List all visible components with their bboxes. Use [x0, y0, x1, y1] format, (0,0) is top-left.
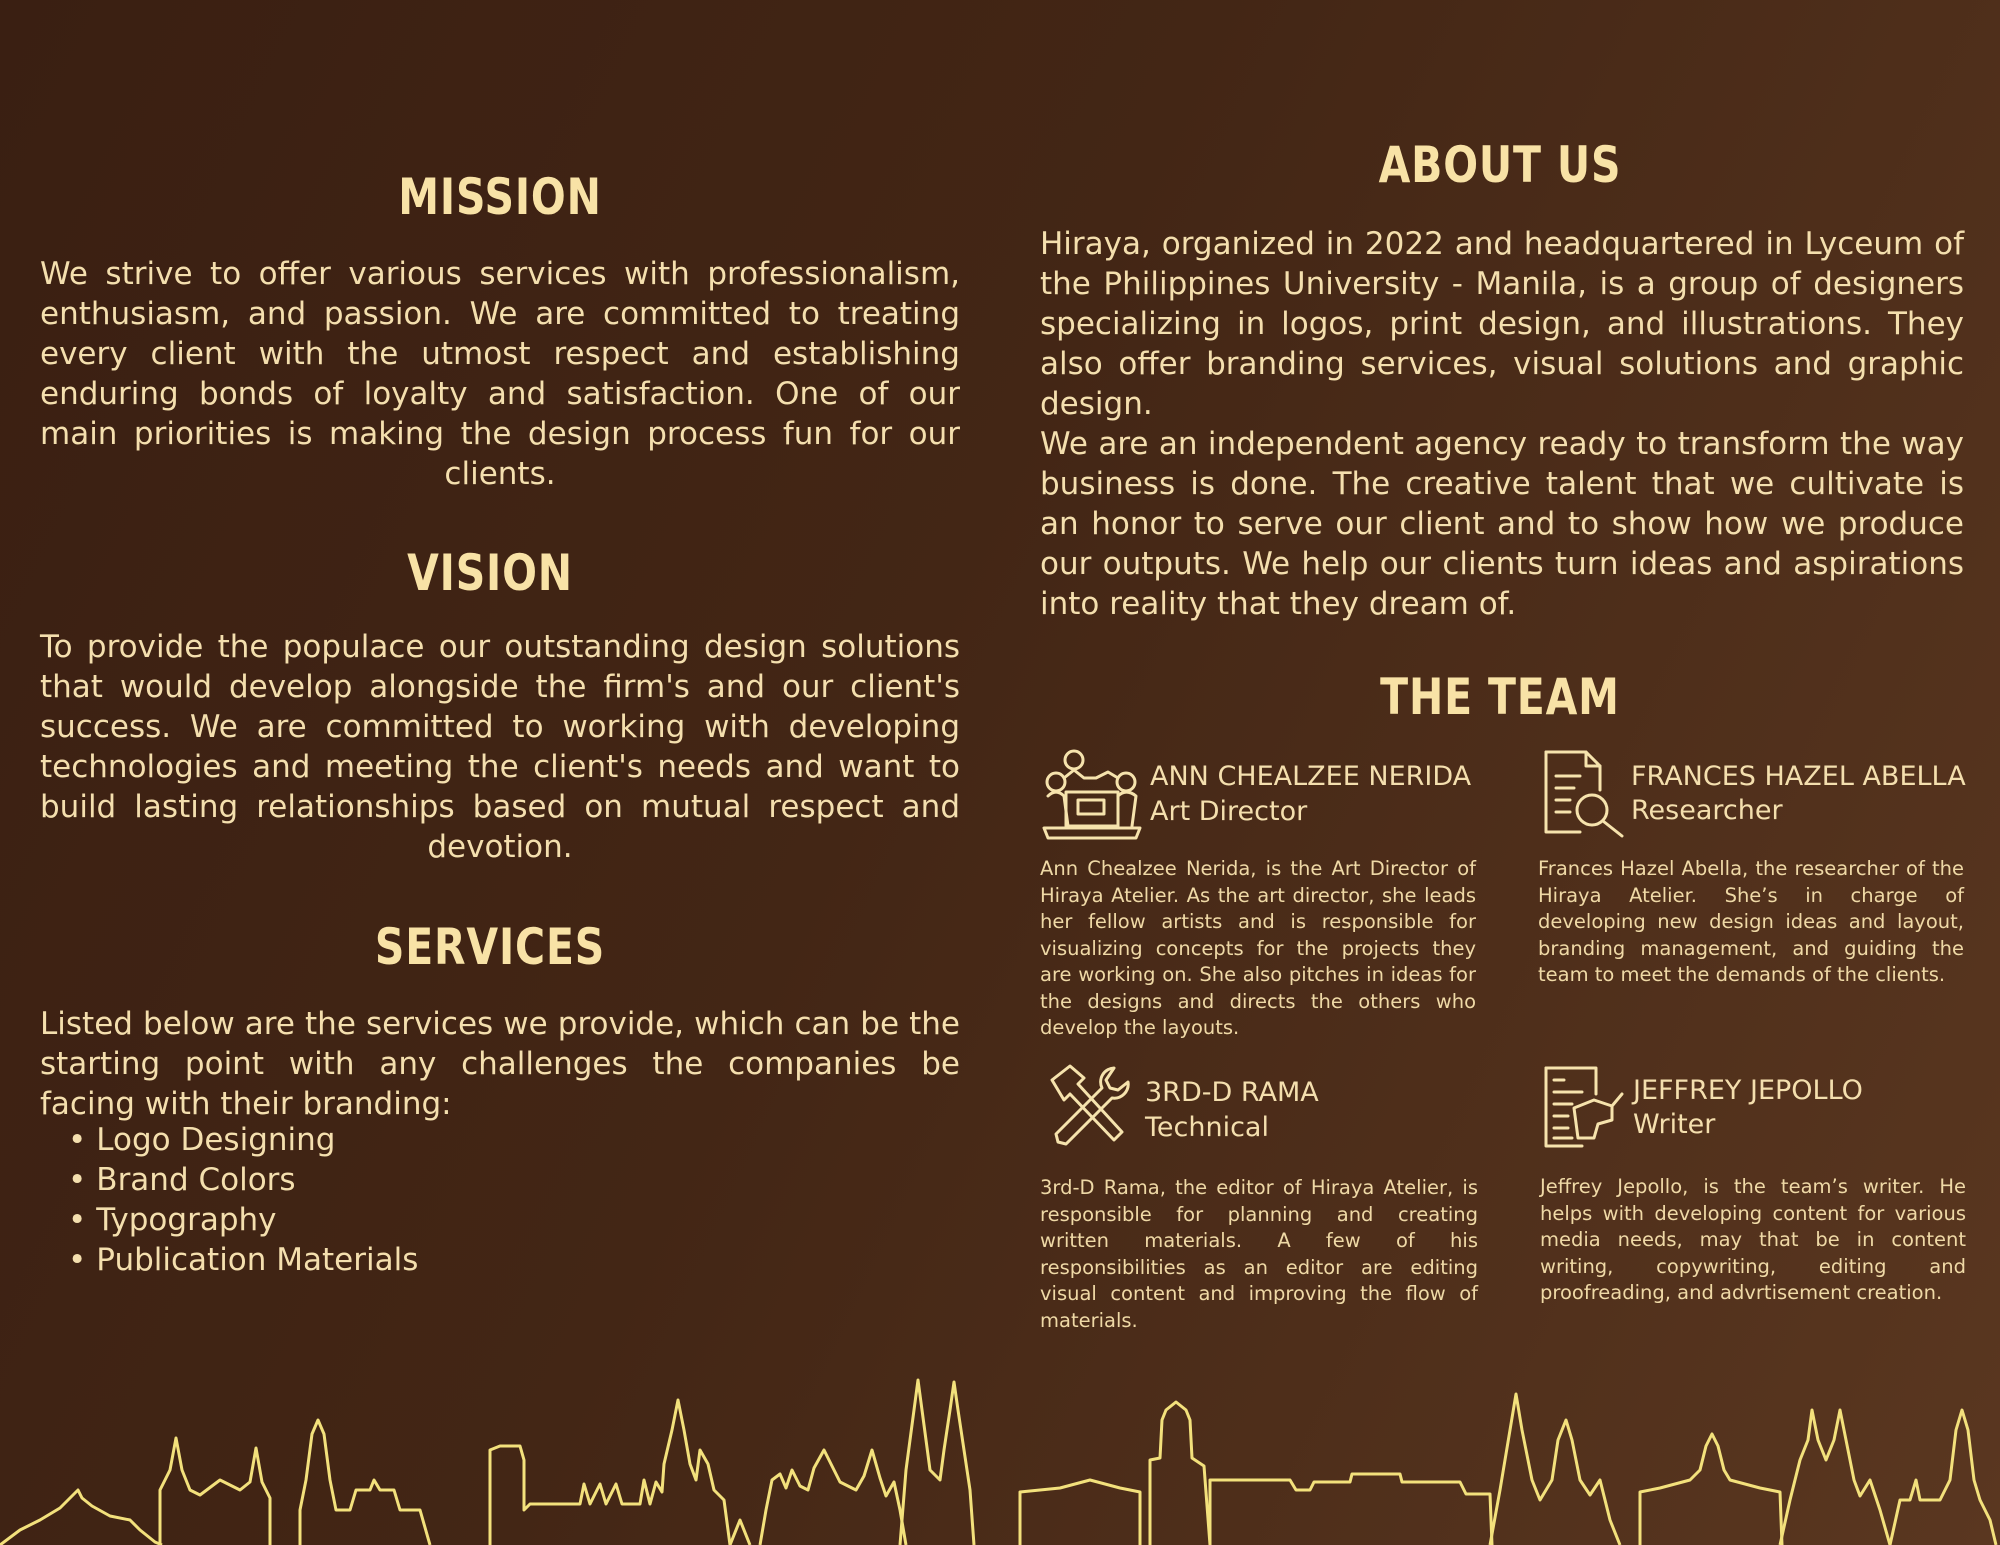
member-role: Writer	[1633, 1109, 1716, 1140]
services-title: SERVICES	[374, 918, 606, 976]
member-description: Frances Hazel Abella, the researcher of the Hiraya Atelier. She’s in charge of developing new design ideas and layout, branding management, and guiding the team to meet the demands of the clients.	[1538, 857, 1964, 986]
member-name: 3RD-D RAMA	[1145, 1077, 1319, 1108]
services-list	[68, 1120, 418, 1280]
member-role: Technical	[1145, 1112, 1269, 1143]
member-name: JEFFREY JEPOLLO	[1633, 1075, 1863, 1106]
document-search-icon	[1540, 748, 1628, 842]
member-name: FRANCES HAZEL ABELLA	[1631, 761, 1966, 792]
member-description: Jeffrey Jepollo, is the team’s writer. He helps with developing content for various media needs, may that be in content writing, copywriting, editing and proofreading, and advrtisement creation.	[1540, 1175, 1966, 1304]
vision-text: To provide the populace our outstanding design solutions that would develop alongside the firm's and our client's success. We are committed to working with developing technologies and meeting the client's needs and want to build lasting relationships based on mutual respect and devotion.	[40, 629, 960, 865]
city-skyline-illustration	[0, 1370, 2000, 1545]
member-description: 3rd-D Rama, the editor of Hiraya Atelier, is responsible for planning and creating written materials. A few of his responsibilities as an editor are editing visual content and improving the flow of materials.	[1040, 1176, 1478, 1332]
service-item: • Brand Colors	[68, 1160, 418, 1200]
service-item: • Publication Materials	[68, 1240, 418, 1280]
mission-text: We strive to offer various services with professionalism, enthusiasm, and passion. We are committed to treating every client with the utmost respect and establishing enduring bonds of loyalty and satisfaction. One of our main priorities is making the design process fun for our clients.	[40, 256, 960, 492]
member-role: Art Director	[1150, 796, 1308, 827]
member-description: Ann Chealzee Nerida, is the Art Director of Hiraya Atelier. As the art director, she leads her fellow artists and is responsible for visualizing concepts for the projects they are working on. She also pitches in ideas for the designs and directs the others who develop the layouts.	[1040, 857, 1476, 1039]
tools-icon	[1044, 1062, 1130, 1152]
services-intro: Listed below are the services we provide, which can be the starting point with any challenges the companies be facing with their branding:	[40, 1006, 960, 1122]
about-paragraph-1: Hiraya, organized in 2022 and headquartered in Lyceum of the Philippines University - Manila, is a group of designers specializing in logos, print design, and illustrations. They also offer branding services, visual solutions and graphic design.	[1040, 226, 1964, 422]
service-item: • Typography	[68, 1200, 418, 1240]
team-title: THE TEAM	[1380, 668, 1620, 726]
about-paragraph-2: We are an independent agency ready to transform the way business is done. The creative talent that we cultivate is an honor to serve our client and to show how we produce our outputs. We help our clients turn ideas and aspirations into reality that they dream of.	[1040, 426, 1964, 622]
mission-title: MISSION	[398, 168, 602, 226]
about-title: ABOUT US	[1378, 136, 1622, 194]
service-item: • Logo Designing	[68, 1120, 418, 1160]
team-meeting-icon	[1040, 748, 1144, 846]
member-name: ANN CHEALZEE NERIDA	[1150, 761, 1472, 792]
member-role: Researcher	[1631, 795, 1783, 826]
writing-document-icon	[1542, 1064, 1626, 1154]
vision-title: VISION	[407, 544, 573, 602]
